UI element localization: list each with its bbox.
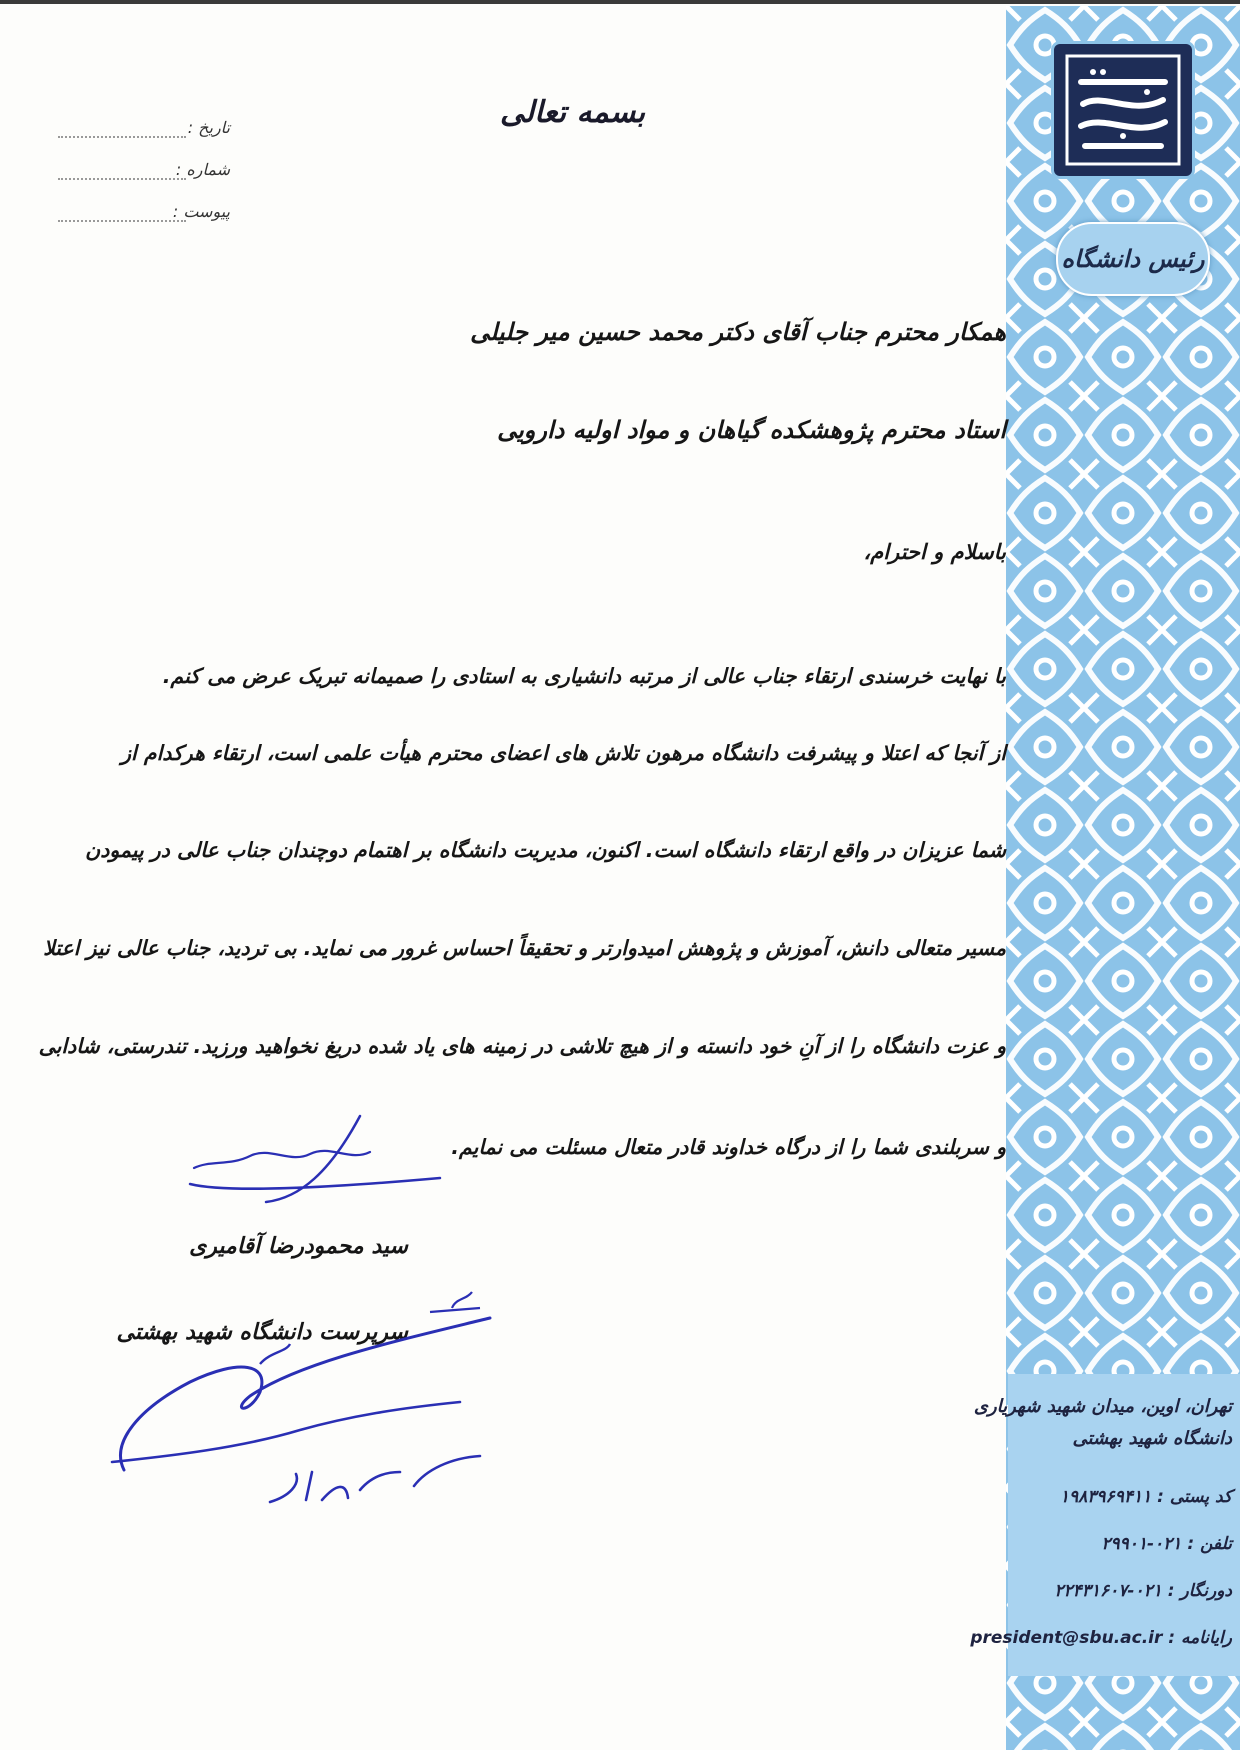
- email-label: رایانامه :: [1168, 1628, 1232, 1648]
- handwritten-signature: [100, 1112, 520, 1512]
- email-row: [970, 1628, 1232, 1648]
- body-line-4: مسیر متعالی دانش، آموزش و پژوهش امیدوارتر و تحقیقاً احساس غرور می نماید. بی تردید، جناب عالی نیز اعتلا: [43, 936, 1006, 960]
- addressee-line-1: همکار محترم جناب آقای دکتر محمد حسین میر جلیلی: [470, 318, 1006, 346]
- university-logo-mark: [1063, 52, 1183, 168]
- fax-value: ۰۲۱-۲۲۴۳۱۶۰۷: [1054, 1581, 1162, 1601]
- number-field-label: شماره :: [175, 160, 230, 179]
- address-line-1: تهران، اوین، میدان شهید شهریاری: [973, 1396, 1232, 1417]
- phone-value: ۰۲۱-۲۹۹۰۱: [1101, 1534, 1182, 1554]
- signatory-name: سید محمودرضا آقامیری: [189, 1234, 408, 1259]
- postal-code-value: ۱۹۸۳۹۶۹۴۱۱: [1059, 1487, 1152, 1507]
- office-title-badge: رئیس دانشگاه: [1056, 222, 1210, 296]
- number-field: [58, 160, 230, 186]
- phone-row: [1101, 1534, 1232, 1554]
- university-logo: [1054, 44, 1192, 176]
- number-field-line: [58, 178, 186, 180]
- attachment-field-line: [58, 220, 186, 222]
- fax-label: دورنگار :: [1167, 1581, 1232, 1601]
- signatory-title: سرپرست دانشگاه شهید بهشتی: [116, 1320, 408, 1345]
- email-value[interactable]: president@sbu.ac.ir: [970, 1628, 1163, 1648]
- scan-top-border: [0, 0, 1240, 4]
- attachment-field-label: پیوست :: [172, 202, 230, 221]
- date-field-label: تاریخ :: [187, 118, 230, 137]
- body-line-5: و عزت دانشگاه را از آنِ خود دانسته و از هیچ تلاشی در زمینه های یاد شده دریغ نخواهید ورزید. تندرستی، شادابی: [38, 1034, 1006, 1058]
- phone-label: تلفن :: [1187, 1534, 1232, 1554]
- body-line-2: از آنجا که اعتلا و پیشرفت دانشگاه مرهون تلاش های اعضای محترم هیأت علمی است، ارتقاء هرکدام از: [121, 741, 1006, 765]
- postal-code-label: کد پستی :: [1157, 1487, 1232, 1507]
- body-line-3: شما عزیزان در واقع ارتقاء دانشگاه است. اکنون، مدیریت دانشگاه بر اهتمام دوچندان جناب عالی در پیمودن: [85, 838, 1006, 862]
- date-field: [58, 118, 230, 144]
- attachment-field: [58, 202, 230, 228]
- greeting: باسلام و احترام،: [863, 540, 1006, 564]
- body-line-1: با نهایت خرسندی ارتقاء جناب عالی از مرتبه دانشیاری به استادی را صمیمانه تبریک عرض می کنم.: [162, 664, 1006, 688]
- date-field-line: [58, 136, 186, 138]
- addressee-line-2: استاد محترم پژوهشکده گیاهان و مواد اولیه دارویی: [497, 416, 1006, 444]
- body-line-6: و سربلندی شما را از درگاه خداوند قادر متعال مسئلت می نمایم.: [451, 1135, 1006, 1159]
- address-line-2: دانشگاه شهید بهشتی: [1072, 1428, 1232, 1449]
- postal-code-row: [1060, 1487, 1232, 1507]
- fax-row: [1054, 1581, 1232, 1601]
- basmala-heading: بسمه تعالی: [500, 95, 646, 130]
